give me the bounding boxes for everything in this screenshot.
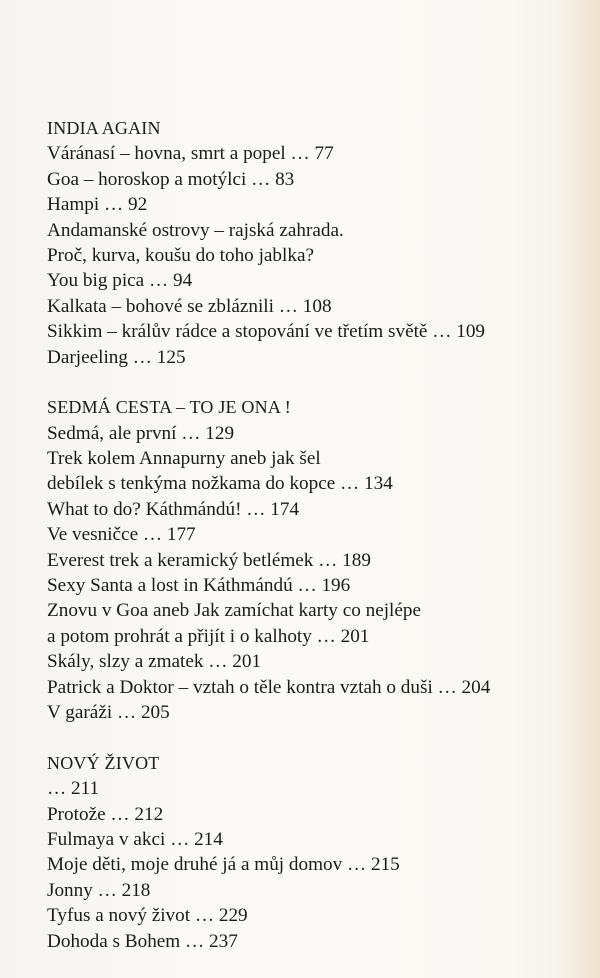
table-of-contents (47, 116, 567, 954)
section-heading: INDIA AGAIN (47, 118, 161, 138)
toc-entry: Skály, slzy a zmatek … 201 (47, 651, 262, 673)
toc-entry: Váránasí – hovna, smrt a popel … 77 (47, 143, 334, 165)
toc-section-sedma-cesta (47, 395, 567, 725)
toc-entry: a potom prohrát a přijít i o kalhoty … 201 (47, 625, 370, 647)
toc-entry: Everest trek a keramický betlémek … 189 (47, 549, 371, 571)
toc-entry: Znovu v Goa aneb Jak zamíchat karty co nejlépe (47, 600, 422, 622)
toc-entry: Patrick a Doktor – vztah o těle kontra vztah o duši … 204 (47, 676, 491, 698)
toc-entry: Proč, kurva, koušu do toho jablka? (47, 244, 314, 266)
toc-entry: Moje děti, moje druhé já a můj domov … 215 (47, 854, 400, 876)
toc-entry: Ve vesničce … 177 (47, 524, 196, 546)
toc-entry: V garáži … 205 (47, 701, 170, 723)
toc-entry: Sikkim – králův rádce a stopování ve třetím světě … 109 (47, 321, 486, 343)
toc-entry: Protože … 212 (47, 803, 164, 825)
toc-entry: Trek kolem Annapurny aneb jak šel (47, 448, 321, 470)
toc-entry: What to do? Káthmándú! … 174 (47, 498, 300, 520)
toc-entry: Goa – horoskop a motýlci … 83 (47, 168, 295, 190)
toc-entry: Sexy Santa a lost in Káthmándú … 196 (47, 575, 351, 597)
toc-entry: Andamanské ostrovy – rajská zahrada. (47, 219, 344, 241)
section-heading: NOVÝ ŽIVOT (47, 752, 160, 773)
toc-entry: Fulmaya v akci … 214 (47, 828, 223, 850)
toc-entry: Sedmá, ale první … 129 (47, 422, 235, 444)
toc-section-novy-zivot (47, 751, 567, 954)
toc-entry: Hampi … 92 (47, 194, 148, 216)
toc-entry: Jonny … 218 (47, 879, 151, 901)
toc-entry: … 211 (47, 778, 100, 800)
toc-entry: Tyfus a nový život … 229 (47, 905, 248, 927)
toc-section-india-again (47, 116, 567, 370)
toc-entry: You big pica … 94 (47, 270, 193, 292)
toc-entry: Dohoda s Bohem … 237 (47, 930, 238, 952)
section-heading: SEDMÁ CESTA – TO JE ONA ! (47, 397, 291, 418)
toc-entry: debílek s tenkýma nožkama do kopce … 134 (47, 473, 393, 495)
toc-entry: Darjeeling … 125 (47, 346, 186, 368)
toc-entry: Kalkata – bohové se zbláznili … 108 (47, 295, 332, 317)
